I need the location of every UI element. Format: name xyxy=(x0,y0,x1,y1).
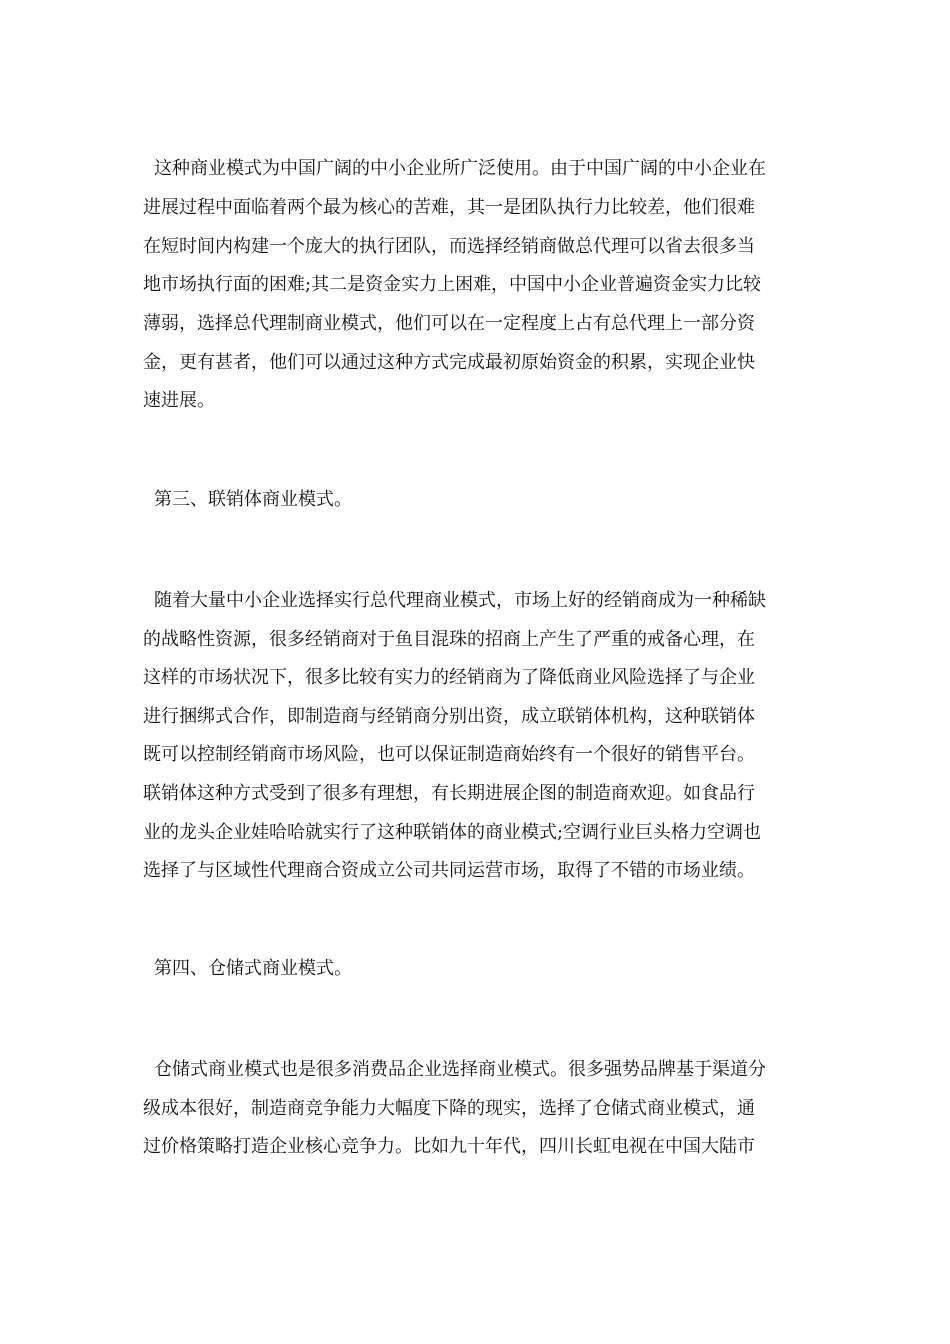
text-line: 过价格策略打造企业核心竞争力。比如九十年代，四川长虹电视在中国大陆市 xyxy=(143,1136,755,1157)
text-line: 这种商业模式为中国广阔的中小企业所广泛使用。由于中国广阔的中小企业在 xyxy=(154,158,766,179)
text-line: 的战略性资源，很多经销商对于鱼目混珠的招商上产生了严重的戒备心理，在 xyxy=(143,629,755,650)
text-line: 选择了与区域性代理商合资成立公司共同运营市场，取得了不错的市场业绩。 xyxy=(143,860,755,881)
text-line: 级成本很好，制造商竞争能力大幅度下降的现实，选择了仓储式商业模式，通 xyxy=(143,1098,755,1119)
text-line: 仓储式商业模式也是很多消费品企业选择商业模式。很多强势品牌基于渠道分 xyxy=(154,1059,766,1080)
text-line: 既可以控制经销商市场风险，也可以保证制造商始终有一个很好的销售平台。 xyxy=(143,744,755,765)
section-heading-4: 第四、仓储式商业模式。 xyxy=(154,958,352,979)
text-line: 随着大量中小企业选择实行总代理商业模式，市场上好的经销商成为一种稀缺 xyxy=(154,590,766,611)
text-line: 金，更有甚者，他们可以通过这种方式完成最初原始资金的积累，实现企业快 xyxy=(143,352,755,373)
text-line: 进展过程中面临着两个最为核心的苦难，其一是团队执行力比较差，他们很难 xyxy=(143,197,755,218)
text-line: 联销体这种方式受到了很多有理想，有长期进展企图的制造商欢迎。如食品行 xyxy=(143,783,755,804)
text-line: 薄弱，选择总代理制商业模式，他们可以在一定程度上占有总代理上一部分资 xyxy=(143,313,755,334)
text-line: 业的龙头企业娃哈哈就实行了这种联销体的商业模式;空调行业巨头格力空调也 xyxy=(143,822,762,843)
text-line: 速进展。 xyxy=(143,390,215,411)
text-line: 地市场执行面的困难;其二是资金实力上困难，中国中小企业普遍资金实力比较 xyxy=(143,274,762,295)
section-heading-3: 第三、联销体商业模式。 xyxy=(154,489,352,510)
text-line: 进行捆绑式合作，即制造商与经销商分别出资，成立联销体机构，这种联销体 xyxy=(143,706,755,727)
text-line: 这样的市场状况下，很多比较有实力的经销商为了降低商业风险选择了与企业 xyxy=(143,667,755,688)
text-line: 在短时间内构建一个庞大的执行团队，而选择经销商做总代理可以省去很多当 xyxy=(143,236,755,257)
